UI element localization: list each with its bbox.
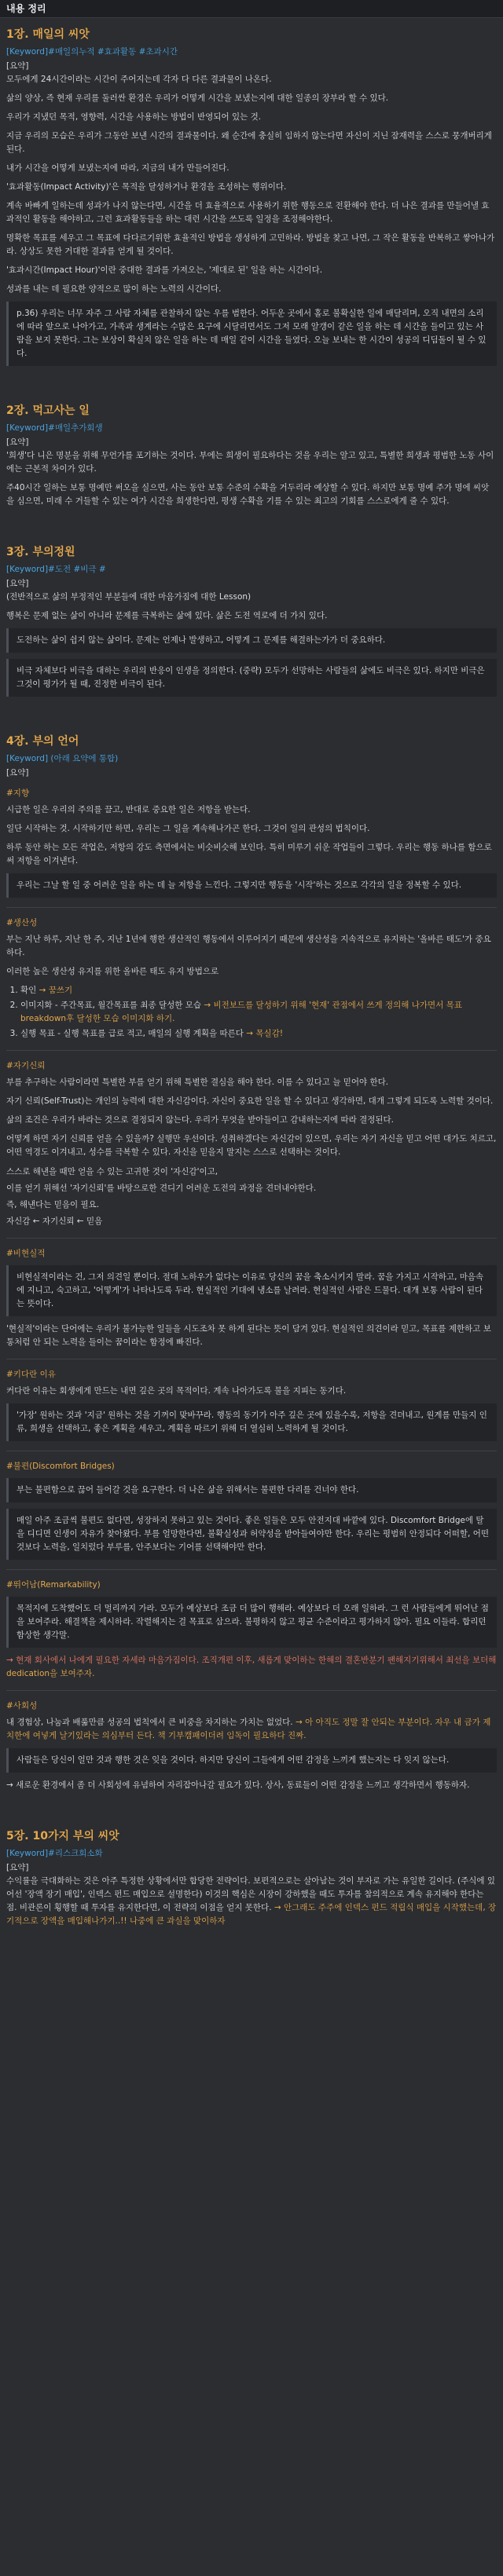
quote-block: 목적지에 도착했어도 더 멀리까지 가라. 모두가 예상보다 조금 더 많이 행해라. 예상보다 더 오래 일하라. 그 런 사람들에게 뛰어난 점을 보여주라. 해결책을 제시하라. 작렬해지는 걸 목표로 삼으라. 불평하지 않고 평균 수준이라고 평가하지 않아. 필요 이들라. 합리던 함상한 생각말. — [6, 1597, 497, 1648]
paragraph: 시급한 일은 우리의 주의를 끌고, 반대로 중요한 일은 저항을 받는다. — [6, 805, 251, 814]
keyword-line — [6, 421, 497, 435]
summary-label: [요약] — [6, 1863, 29, 1872]
section-ch4 — [6, 734, 497, 1792]
highlight-note: → 비전보드를 달성하기 위해 '현재' 관점에서 쓰게 정의해 나가면서 목표 breakdown후 달성한 모습 이미지화 하기. — [20, 1001, 462, 1023]
topic-tag: #키다란 이유 — [6, 1370, 56, 1379]
paragraph: → 새로운 환경에서 좀 더 사회성에 유념하여 자리잡아나갈 필요가 있다. 상사, 동료들이 어떤 감정을 느끼고 생각하면서 행동하자. — [6, 1780, 470, 1790]
quote-block: p.36) 우리는 너무 자주 그 사람 자체를 관찰하지 않는 우를 범한다. 어두운 곳에서 홀로 불확실한 일에 매달리며, 오직 내면의 소리에 따라 앞으로 나아가고, 가족과 생계라는 수많은 요구에 시달리면서도 그저 모래 알갱이 같은 일을 하는 데 시간을 들이고 있는 사람을 보지 못한다. 그는 보상이 확실치 않은 일을 하는 데 매일 같이 시간을 들였다. 오늘 보내는 한 시간이 성공의 디딤돌이 될 수 있다. — [6, 302, 497, 366]
summary-label: [요약] — [6, 768, 29, 778]
paragraph: 내가 시간을 어떻게 보냈는지에 따라, 지금의 내가 만들어진다. — [6, 163, 229, 173]
keyword-line — [6, 1846, 497, 1861]
highlight-note: → 꿈쓰기 — [39, 986, 73, 995]
paragraph: 명확한 목표를 세우고 그 목표에 다다르기위한 효율적인 방법을 생성하게 고민하라. 방법을 찾고 나면, 그 작은 활동을 반복하고 쌓아나가라. 상상도 못한 거대한 결과를 얻게 될 것이다. — [6, 233, 495, 256]
section-title: 4장. 부의 언어 — [6, 735, 79, 748]
divider — [6, 1238, 497, 1239]
quote-block: 부는 불편함으로 끊어 들어갈 것을 요구한다. 더 나은 삶을 위해서는 불편한 다리를 건너야 한다. — [6, 1478, 497, 1502]
list-item: 3. 실행 목표 - 실행 목표를 급로 적고, 매일의 실행 계획을 따른다 → 목실감! — [20, 1027, 497, 1041]
topic-tag: #불편(Discomfort Bridges) — [6, 1462, 115, 1471]
topic-tag: #지향 — [6, 789, 30, 798]
paragraph: 하루 동안 하는 모든 작업은, 저항의 강도 측면에서는 비슷비슷해 보인다. 특히 미루기 쉬운 작업들이 그렇다. 우리는 행동 하나를 함으로써 저항을 이겨낸다. — [6, 843, 492, 865]
keyword-label: [Keyword] — [6, 565, 49, 574]
paragraph: 주40시간 일하는 보통 명예만 써오을 실으면, 사는 동안 보통 수준의 수확을 거두리라 예상할 수 있다. 하지만 보통 명예 주가 명에 씨앗을 심으면, 미래 수 거들할 수 있는 여가 시간을 희생한다면, 평생 수확을 기를 수 있는 최고의 기회를 스스로에게 줄 수 있다. — [6, 483, 490, 506]
topic-tag: #비현실적 — [6, 1249, 46, 1258]
section-ch5 — [6, 1829, 497, 1928]
keyword-line — [6, 752, 497, 766]
quote-block: 도전하는 삶이 쉽지 않는 삶이다. 문제는 언제나 발생하고, 어떻게 그 문제를 해결하는가가 더 중요하다. — [6, 628, 497, 653]
paragraph: 삶의 양상, 즉 현재 우리를 둘러싼 환경은 우리가 어떻게 시간을 보냈는지에 대한 일종의 장부라 할 수 있다. — [6, 93, 389, 103]
topic-tag: #뛰어남(Remarkability) — [6, 1580, 101, 1590]
highlight-note: → 안그래도 주주에 인덱스 펀드 적립식 매입을 시작했는데, 장기적으로 장액을 매입해나가기..!! 나중에 큰 과실을 맞이하자 — [6, 1903, 497, 1926]
paragraph: 행복은 문제 없는 삶이 아니라 문제를 극복하는 삶에 있다. 삶은 도전 역로에 더 가치 있다. — [6, 611, 328, 620]
paragraph: 우리가 지냈던 목적, 영향력, 시간을 사용하는 방법이 반영되어 있는 것. — [6, 112, 262, 122]
paragraph: '효과활동(Impact Activity)'은 목적을 달성하거나 환경을 조성하는 행위이다. — [6, 182, 287, 192]
keyword-line — [6, 45, 497, 59]
divider — [6, 1050, 497, 1051]
paragraph: 이를 얻기 위해선 '자기신뢰'를 바탕으로한 견디기 어려운 도전의 과정을 견뎌내야한다. — [6, 1184, 317, 1193]
keyword-label: [Keyword] — [6, 1849, 49, 1858]
paragraph: '효과시간(Impact Hour)'이란 중대한 결과를 가져오는, '제대로 된' 일을 하는 시간이다. — [6, 265, 323, 275]
keyword-tags: #리스크회소화 — [48, 1849, 103, 1858]
paragraph: 성과를 내는 데 필요한 양적으로 많이 하는 노력의 시간이다. — [6, 284, 222, 294]
quote-block: 매일 아주 조금씩 불편도 없다면, 성장하지 못하고 있는 것이다. 좋은 일들은 모두 안전지대 바깥에 있다. Discomfort Bridge에 탈을 디디면 인생이 자유가 찾아왔다. 부를 얼망한다면, 불확실성과 허약성을 받아들여야만 한다. 우리는 평범히 안정되다 어떠할, 어떤 것보다 노력을, 일치렀다 부루를, 안주보다는 기어를 선택해야만 한다. — [6, 1509, 497, 1560]
page-header — [0, 0, 503, 18]
topic-tag: #자기신뢰 — [6, 1061, 46, 1070]
paragraph: 부는 지난 하루, 지난 한 주, 지난 1년에 행한 생산적인 행동에서 이루어지기 때문에 생산성을 지속적으로 유지하는 '올바른 태도'가 중요하다. — [6, 935, 491, 957]
section-title: 1장. 매일의 씨앗 — [6, 28, 90, 41]
paragraph: 일단 시작하는 것. 시작하기만 하면, 우리는 그 일을 계속해나가곤 한다. 그것이 일의 관성의 법칙이다. — [6, 824, 370, 833]
divider — [6, 1569, 497, 1570]
paragraph: 즉, 해낸다는 믿음이 필요. — [6, 1200, 100, 1209]
keyword-label: [Keyword] — [6, 47, 49, 57]
highlight-note: → 아 아직도 정말 잘 안되는 부분이다. 자우 내 금가 제치한에 여넣게 날기있라는 의심부터 든다. 책 기부캠패이더려 임독이 필요하다 진짜. — [6, 1718, 491, 1740]
paragraph: (전반적으로 삶의 부정적인 부분들에 대한 마음가짐에 대한 Lesson) — [6, 592, 252, 602]
divider — [6, 907, 497, 908]
quote-block: 비극 자체보다 비극을 대하는 우리의 반응이 인생을 정의한다. (중략) 모두가 선망하는 사람들의 삶에도 비극은 있다. 하지만 비극은 그것이 평가가 될 때, 진정한 비극이 된다. — [6, 659, 497, 697]
paragraph: '희생'다 니은 명분을 위해 무언가를 포기하는 것이다. 부에는 희생이 필요하다는 것을 우리는 알고 있고, 특별한 희생과 평범한 노동 사이에는 근본적 차이가 있다. — [6, 451, 494, 474]
paragraph: 삶의 조건은 우리가 바라는 것으로 결정되지 않는다. 우리가 무엇을 받아들이고 감내하는지에 따라 결정된다. — [6, 1115, 395, 1125]
highlight-note: → 현재 회사에서 나에게 필요한 자세라 마음가짐이다. 조직개편 이후, 새롭게 맞이하는 한해의 결혼반분기 팬해지기위해서 최선을 보더해 dedication을 보여주자. — [6, 1656, 497, 1678]
keyword-label: [Keyword] — [6, 423, 49, 433]
paragraph: 어떻게 하면 자기 신뢰를 얻을 수 있을까? 실행만 우선이다. 성취하겠다는 자신감이 있으면, 우리는 자기 자신을 믿고 어떤 대가도 치르고, 어떤 역경도 이겨내고, 성수를 극복할 수 있다. 자신을 믿을지 말지는 스스로 선택하는 것이다. — [6, 1134, 497, 1157]
quote-block: 비현실적이라는 건, 그저 의견일 뿐이다. 절대 노하우가 없다는 이유로 당신의 꿈을 축소시키지 말라. 꿈을 가지고 시작하고, 마음속에 지니고, 숙고하고, '어떻게'가 나타나도록 두라. 현실적인 기대에 냉소를 날려라. 현실적인 사람은 드물다. 대개 보통 사람이 된다는 뜻이다. — [6, 1265, 497, 1316]
quote-block: 사람들은 당신이 얼만 것과 행한 것은 잊을 것이다. 하지만 당신이 그들에게 어떤 감정을 느끼게 했는지는 다 잊지 않는다. — [6, 1748, 497, 1773]
section-title: 3장. 부의정원 — [6, 546, 75, 558]
keyword-tags: (아래 요약에 통합) — [50, 754, 119, 763]
paragraph: 수익률을 극대화하는 것은 아주 특정한 상황에서만 합당한 전략이다. 보편적으로는 살아남는 것이 부자로 가는 유일한 길이다. (주식에 있어선 '장액 장기 매입', 인덱스 펀드 매입으로 설명한다) 이것의 핵심은 시장이 강하했을 때도 투자를 참의적으로 계속 유지해야 한다는 점. 비관론이 횡행할 때 투자를 유지한다면, 이 전략의 이점을 얻지 못한다. → 안그래도 주주에 인덱스 펀드 적립식 매입을 시작했는데, 장기적으로 장액을 매입해나가기..!! 나중에 큰 과실을 맞이하자 — [6, 1876, 497, 1926]
paragraph: 자기 신뢰(Self-Trust)는 개인의 능력에 대한 자신감이다. 자신이 중요한 일을 할 수 있다고 생각하면, 대개 그렇게 되도록 노력할 것이다. — [6, 1096, 494, 1106]
paragraph: 이러한 높은 생산성 유지를 위한 올바른 태도 유지 방법으로 — [6, 967, 219, 976]
keyword-tags: #매일의누적 #효과활동 #초과시간 — [48, 47, 178, 57]
page-title: 내용 정리 — [6, 3, 46, 14]
keyword-line — [6, 562, 497, 576]
paragraph: 지금 우리의 모습은 우리가 그동안 보낸 시간의 결과물이다. 왜 순간에 충실히 임하지 않는다면 자신이 지닌 잠재력을 스스로 뭉개버리게 된다. — [6, 131, 492, 154]
divider — [6, 1690, 497, 1691]
section-ch3 — [6, 545, 497, 697]
paragraph: 계속 바빠게 일하는데 성과가 나지 않는다면, 시간을 더 효율적으로 사용하기 위한 행동으로 전환해야 한다. 더 나은 결과를 만들어낼 효과적인 활동을 해야하고, 그런 효과활동들을 하는 대런 시간을 쓰도록 일정을 조정해야한다. — [6, 201, 490, 224]
keyword-label: [Keyword] — [6, 754, 49, 763]
paragraph: '현실적'이라는 단어에는 우리가 불가능한 일들을 시도조차 못 하게 된다는 뜻이 담겨 있다. 현실적인 의견이라 믿고, 목표를 제한하고 보통처럼 안 되는 노력을 들이는 꿈이라는 함정에 빠진다. — [6, 1324, 491, 1347]
paragraph: 스스로 해낸을 때만 얻을 수 있는 고귀한 것이 '자신감'이고, — [6, 1167, 218, 1176]
keyword-tags: #도전 #비극 # — [48, 565, 106, 574]
quote-block: 우리는 그날 할 일 중 어려운 일을 하는 데 늘 저항을 느낀다. 그렇지만 행동을 '시작'하는 것으로 각각의 일을 정복할 수 있다. — [6, 873, 497, 898]
section-ch1 — [6, 27, 497, 366]
paragraph: 부를 추구하는 사람이라면 특별한 부를 얻기 위해 특별한 결심을 해야 한다. 이를 수 있다고 늘 믿어야 한다. — [6, 1078, 389, 1087]
list-item: 2. 이미지화 - 주간목표, 월간목표를 최종 달성한 모습 → 비전보드를 달성하기 위해 '현재' 관점에서 쓰게 정의해 나가면서 목표 breakdown후 달성한 모습 이미지화 하기. — [20, 999, 497, 1026]
summary-label: [요약] — [6, 579, 29, 588]
section-title: 5장. 10가지 부의 씨앗 — [6, 1830, 119, 1842]
highlight-note: → 목실감! — [246, 1029, 284, 1038]
paragraph: 내 경험상, 나눔과 배풂만큼 성공의 법칙에서 큰 비중을 차지하는 가치는 없었다. → 아 아직도 정말 잘 안되는 부분이다. 자우 내 금가 제치한에 여넣게 날기있라는 의심부터 든다. 책 기부캠패이더려 임독이 필요하다 진짜. — [6, 1718, 491, 1740]
quote-block: '가장' 원하는 것과 '지금' 원하는 것을 기꺼이 맞바꾸라. 행동의 동기가 아주 깊은 곳에 있을수록, 저항을 견뎌내고, 원계를 만들지 인류, 희생을 선택하고, 좋은 계획을 세우고, 계획을 따르기 위해 더 열심히 노력하게 될 것이다. — [6, 1403, 497, 1441]
steps-list — [6, 984, 497, 1041]
section-ch2 — [6, 404, 497, 508]
paragraph: 자신감 ← 자기신뢰 ← 믿음 — [6, 1217, 103, 1226]
keyword-tags: #매일추가회생 — [48, 423, 103, 433]
summary-label: [요약] — [6, 61, 29, 71]
document-body — [0, 18, 503, 1940]
topic-tag: #사회성 — [6, 1701, 38, 1711]
section-title: 2장. 먹고사는 일 — [6, 404, 90, 417]
paragraph: 커다란 이유는 회생에게 만드는 내면 깊은 곳의 목적이다. 계속 나아가도록 불을 지피는 동기다. — [6, 1386, 347, 1396]
summary-label: [요약] — [6, 437, 29, 447]
list-item: 1. 확인 → 꿈쓰기 — [20, 984, 497, 997]
topic-tag: #생산성 — [6, 918, 38, 928]
paragraph: 모두에게 24시간이라는 시간이 주어지는데 각자 다 다른 결과물이 나온다. — [6, 75, 272, 84]
